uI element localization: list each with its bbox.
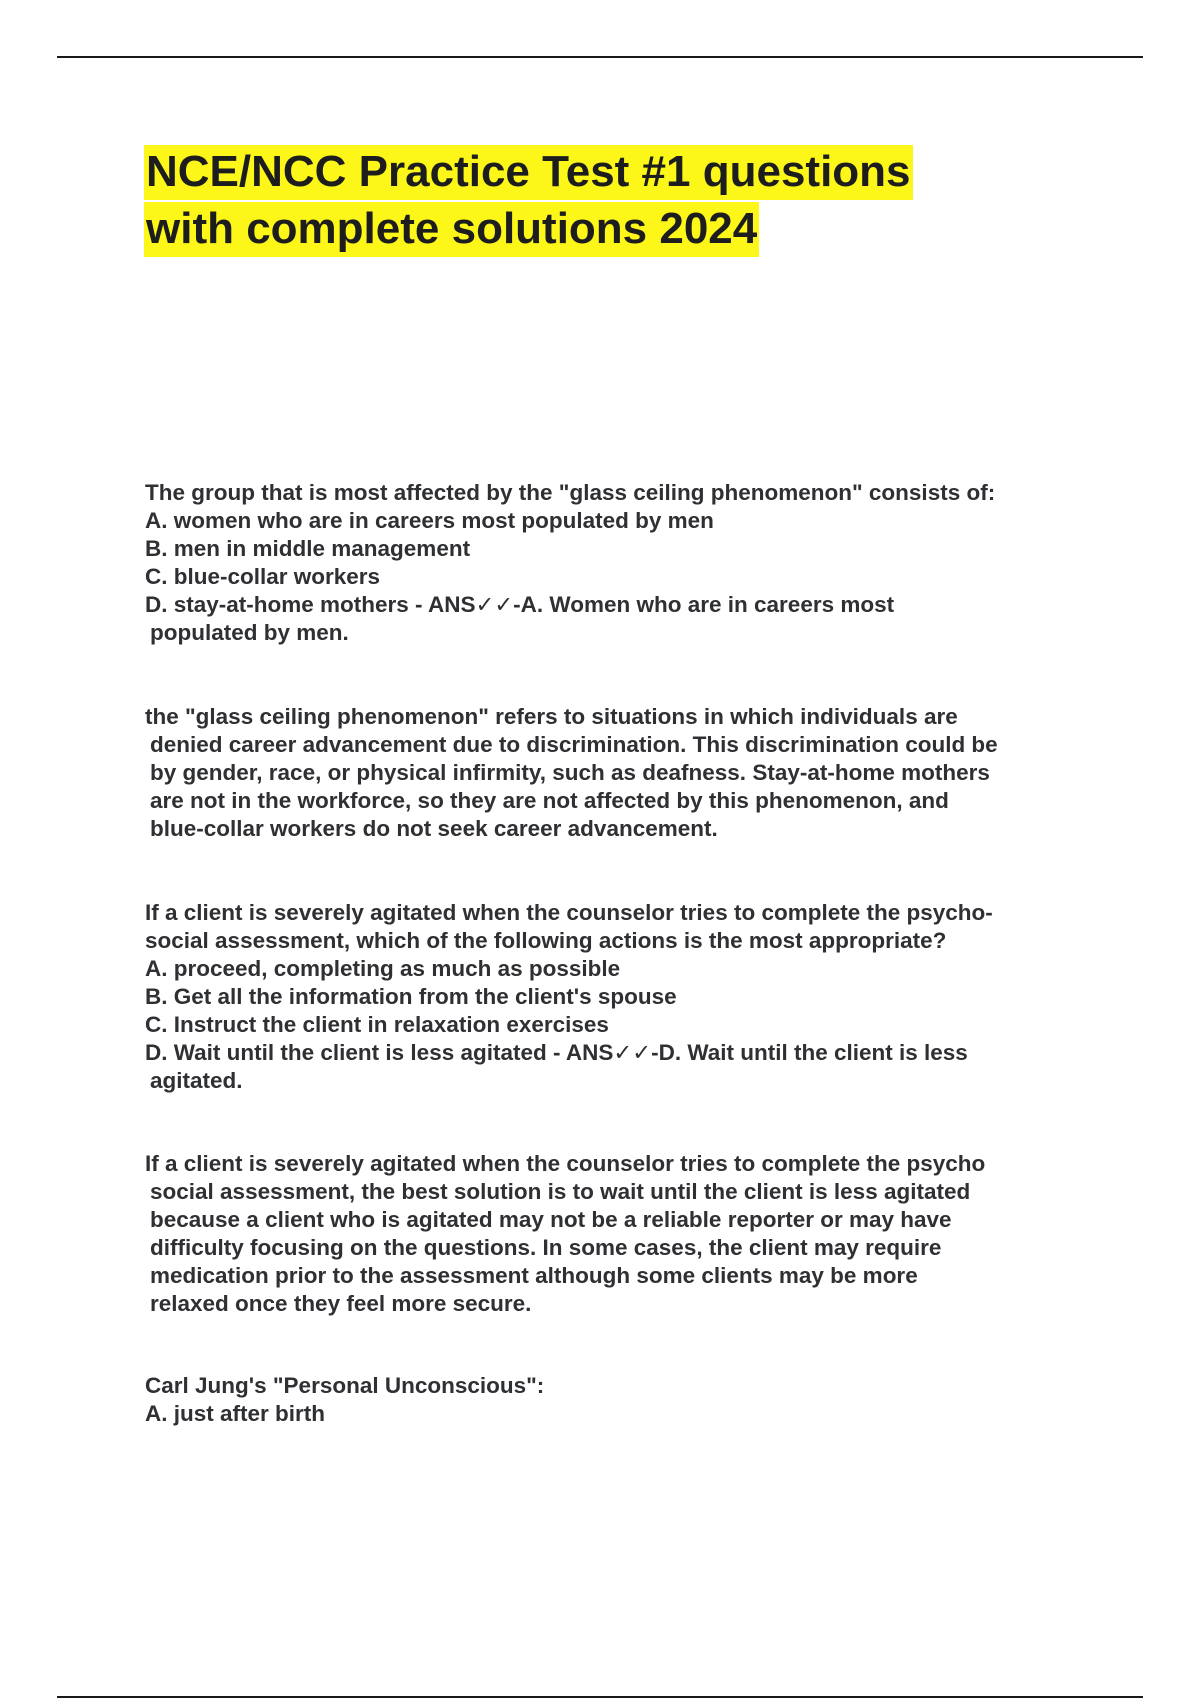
top-rule: [57, 56, 1143, 58]
document-title: [144, 143, 1064, 257]
explanation-glass-ceiling: [145, 703, 1095, 843]
option-a: A. just after birth: [145, 1401, 326, 1426]
explanation-line: by gender, race, or physical infirmity, such as deafness. Stay-at-home mothers: [150, 760, 990, 785]
question-text: Carl Jung's "Personal Unconscious":: [145, 1373, 545, 1398]
title-line-1: NCE/NCC Practice Test #1 questions: [144, 145, 913, 200]
option-d-with-answer: D. stay-at-home mothers - ANS✓✓-A. Women who are in careers most: [145, 592, 895, 617]
explanation-line: because a client who is agitated may not be a reliable reporter or may have: [150, 1207, 952, 1232]
option-a: A. proceed, completing as much as possible: [145, 956, 621, 981]
explanation-line: social assessment, the best solution is to wait until the client is less agitated: [150, 1179, 971, 1204]
option-a: A. women who are in careers most populated by men: [145, 508, 714, 533]
answer-continuation: populated by men.: [150, 620, 349, 645]
question-glass-ceiling: [145, 479, 1095, 647]
option-c: C. Instruct the client in relaxation exercises: [145, 1012, 609, 1037]
explanation-line: denied career advancement due to discrimination. This discrimination could be: [150, 732, 998, 757]
explanation-agitated-client: [145, 1150, 1095, 1318]
question-text-continued: social assessment, which of the following actions is the most appropriate?: [145, 928, 947, 953]
question-text: If a client is severely agitated when the counselor tries to complete the psycho-: [145, 900, 993, 925]
question-agitated-client: [145, 899, 1095, 1095]
explanation-line: medication prior to the assessment although some clients may be more: [150, 1263, 918, 1288]
title-line-2: with complete solutions 2024: [144, 202, 759, 257]
option-c: C. blue-collar workers: [145, 564, 381, 589]
explanation-line: the "glass ceiling phenomenon" refers to situations in which individuals are: [145, 704, 958, 729]
explanation-line: are not in the workforce, so they are not affected by this phenomenon, and: [150, 788, 949, 813]
explanation-line: relaxed once they feel more secure.: [150, 1291, 532, 1316]
option-d-with-answer: D. Wait until the client is less agitated - ANS✓✓-D. Wait until the client is less: [145, 1040, 968, 1065]
explanation-line: blue-collar workers do not seek career advancement.: [150, 816, 718, 841]
explanation-line: If a client is severely agitated when the counselor tries to complete the psycho: [145, 1151, 986, 1176]
question-personal-unconscious: [145, 1372, 1095, 1428]
question-text: The group that is most affected by the "glass ceiling phenomenon" consists of:: [145, 480, 996, 505]
option-b: B. Get all the information from the client's spouse: [145, 984, 677, 1009]
bottom-rule: [57, 1696, 1143, 1698]
answer-continuation: agitated.: [150, 1068, 243, 1093]
option-b: B. men in middle management: [145, 536, 471, 561]
explanation-line: difficulty focusing on the questions. In some cases, the client may require: [150, 1235, 942, 1260]
